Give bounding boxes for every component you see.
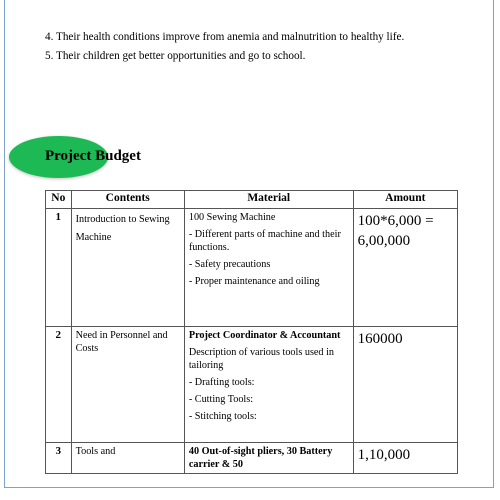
row-amount: 1,10,000 [353, 443, 457, 474]
intro-list [45, 31, 458, 69]
contents-text: Introduction to Sewing Machine [75, 214, 170, 243]
header-no: No [46, 191, 72, 209]
row-no: 2 [46, 327, 72, 443]
table-row [46, 327, 458, 443]
material-line: Project Coordinator & Accountant [188, 330, 341, 341]
row-contents: Need in Personnel and Costs [71, 327, 184, 443]
row-material [184, 209, 353, 327]
table-header-row [46, 191, 458, 209]
material-line: - Drafting tools: [188, 377, 255, 388]
table-row [46, 209, 458, 327]
material-line: - Different parts of machine and their functions. [188, 229, 341, 253]
table-row [46, 443, 458, 474]
section-heading [9, 136, 309, 178]
header-contents: Contents [71, 191, 184, 209]
material-line: - Proper maintenance and oiling [188, 276, 320, 287]
page-title: Project Budget [45, 148, 141, 164]
material-line: 100 Sewing Machine [188, 212, 276, 223]
material-line: - Stitching tools: [188, 411, 257, 422]
row-contents: Tools and [71, 443, 184, 474]
row-material [184, 443, 353, 474]
row-contents [71, 209, 184, 327]
intro-item: 4. Their health conditions improve from anemia and malnutrition to healthy life. [45, 31, 405, 43]
intro-item: 5. Their children get better opportunities and go to school. [45, 50, 306, 62]
row-no: 1 [46, 209, 72, 327]
row-amount: 100*6,000 = 6,00,000 [353, 209, 457, 327]
material-line: - Safety precautions [188, 259, 271, 270]
material-line: 40 Out-of-sight pliers, 30 Battery carrier & 50 [188, 446, 333, 470]
budget-table [45, 190, 458, 474]
row-no: 3 [46, 443, 72, 474]
row-material [184, 327, 353, 443]
material-line: - Cutting Tools: [188, 394, 254, 405]
material-line: Description of various tools used in tailoring [188, 347, 334, 371]
row-amount: 160000 [353, 327, 457, 443]
header-material: Material [184, 191, 353, 209]
header-amount: Amount [353, 191, 457, 209]
